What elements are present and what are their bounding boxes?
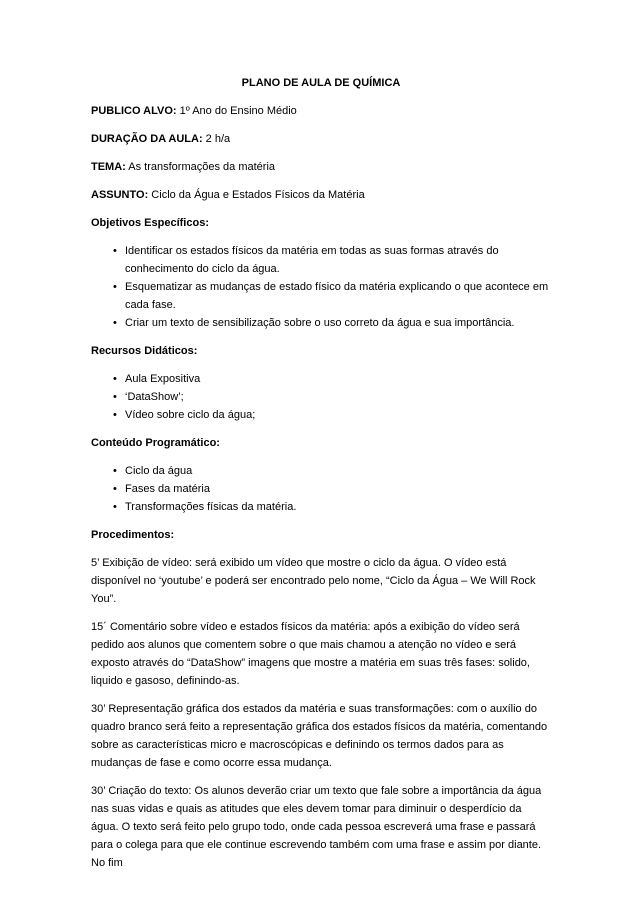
assunto-value: Ciclo da Água e Estados Físicos da Matéria (148, 189, 365, 201)
conteudo-list (91, 462, 551, 516)
list-item-text: Aula Expositiva (125, 373, 201, 385)
list-item-text: Fases da matéria (125, 483, 210, 495)
list-item (91, 242, 551, 278)
conteudo-heading: Conteúdo Programático: (91, 437, 220, 449)
publico-alvo-field (91, 102, 551, 120)
procedimento-paragraph: 30’ Representação gráfica dos estados da matéria e suas transformações: com o auxílio do quadro branco será feito a representação gráfica dos estados físicos da matéria, comentando sobre as características micro e macroscópicas e definindo os termos dados para as mudanças de fase e como ocorre essa mudança. (91, 703, 548, 769)
list-item (91, 388, 551, 406)
list-item (91, 314, 551, 332)
list-item (91, 406, 551, 424)
list-item-text: Transformações físicas da matéria. (125, 501, 297, 513)
procedimento-paragraph: 5’ Exibição de vídeo: será exibido um vídeo que mostre o ciclo da água. O vídeo está disponível no ‘youtube’ e poderá ser encontrado pelo nome, “Ciclo da Água – We Will Rock You”. (91, 557, 536, 605)
bullet-icon: • (113, 373, 117, 385)
objetivos-heading: Objetivos Específicos: (91, 217, 209, 229)
bullet-icon: • (113, 245, 117, 257)
list-item (91, 480, 551, 498)
document-body (91, 74, 551, 882)
publico-alvo-value: 1º Ano do Ensino Médio (176, 105, 297, 117)
list-item (91, 498, 551, 516)
procedimento-paragraph: 15´ Comentário sobre vídeo e estados físicos da matéria: após a exibição do vídeo será pedido aos alunos que comentem sobre o que mais chamou a atenção no vídeo e será exposto através do “DataShow” imagens que mostre a matéria em suas três fases: solido, liquido e gasoso, definindo-as. (91, 621, 530, 687)
bullet-icon: • (113, 465, 117, 477)
list-item-text: Ciclo da água (125, 465, 193, 477)
list-item-text: ‘DataShow’; (125, 391, 184, 403)
list-item (91, 278, 551, 314)
list-item-text: Criar um texto de sensibilização sobre o uso correto da água e sua importância. (125, 317, 515, 329)
objetivos-list (91, 242, 551, 332)
assunto-field (91, 186, 551, 204)
tema-value: As transformações da matéria (125, 161, 276, 173)
tema-label: TEMA: (91, 161, 126, 173)
list-item-text: Identificar os estados físicos da matéria em todas as suas formas através do conhecimento do ciclo da água. (125, 245, 499, 275)
recursos-list (91, 370, 551, 424)
bullet-icon: • (113, 501, 117, 513)
list-item (91, 462, 551, 480)
list-item (91, 370, 551, 388)
duracao-value: 2 h/a (202, 133, 231, 145)
bullet-icon: • (113, 391, 117, 403)
document-title: PLANO DE AULA DE QUÍMICA (241, 77, 401, 89)
assunto-label: ASSUNTO: (91, 189, 149, 201)
bullet-icon: • (113, 281, 117, 293)
bullet-icon: • (113, 409, 117, 421)
duracao-label: DURAÇÃO DA AULA: (91, 133, 203, 145)
list-item-text: Esquematizar as mudanças de estado físico da matéria explicando o que acontece em cada fase. (125, 281, 549, 311)
list-item-text: Vídeo sobre ciclo da água; (125, 409, 256, 421)
tema-field (91, 158, 551, 176)
publico-alvo-label: PUBLICO ALVO: (91, 105, 177, 117)
bullet-icon: • (113, 483, 117, 495)
bullet-icon: • (113, 317, 117, 329)
duracao-field (91, 130, 551, 148)
procedimento-paragraph: 30’ Criação do texto: Os alunos deverão criar um texto que fale sobre a importância da água nas suas vidas e quais as atitudes que eles devem tomar para diminuir o desperdício da água. O texto será feito pelo grupo todo, onde cada pessoa escreverá uma frase e passará para o colega para que ele continue escrevendo também com uma frase e assim por diante. No fim (91, 785, 542, 869)
recursos-heading: Recursos Didáticos: (91, 345, 198, 357)
procedimentos-heading: Procedimentos: (91, 529, 175, 541)
